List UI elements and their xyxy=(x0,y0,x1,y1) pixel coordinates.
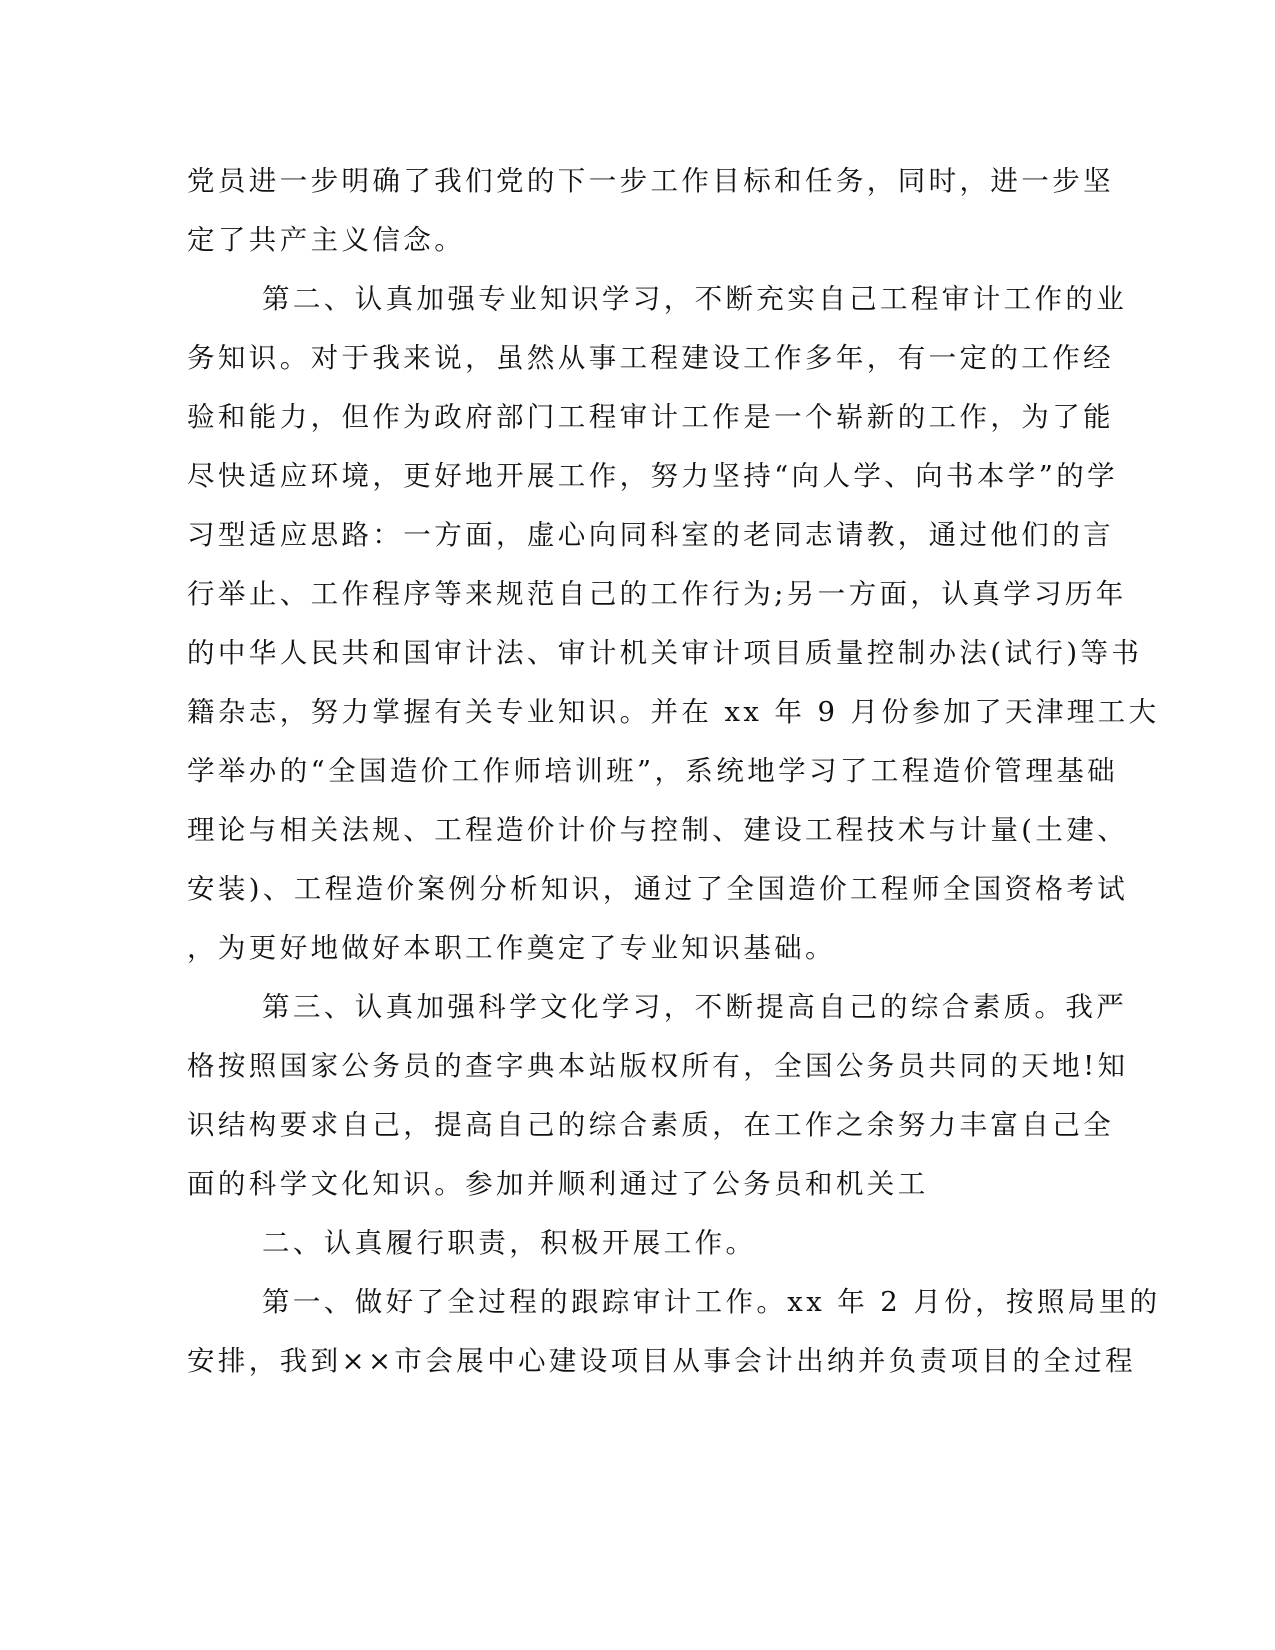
section-heading-line: 二、认真履行职责，积极开展工作。 xyxy=(262,1227,757,1259)
text-line: 尽快适应环境，更好地开展工作，努力坚持“向人学、向书本学”的学 xyxy=(187,460,1119,492)
text-line: 的中华人民共和国审计法、审计机关审计项目质量控制办法(试行)等书 xyxy=(187,637,1143,669)
text-line: 面的科学文化知识。参加并顺利通过了公务员和机关工 xyxy=(187,1168,929,1200)
text-line: 籍杂志，努力掌握有关专业知识。并在 xx 年 9 月份参加了天津理工大 xyxy=(187,696,1160,728)
text-line: 理论与相关法规、工程造价计价与控制、建设工程技术与计量(土建、 xyxy=(187,814,1129,846)
text-line: 安装)、工程造价案例分析知识，通过了全国造价工程师全国资格考试 xyxy=(187,873,1129,905)
paragraph-start-line: 第二、认真加强专业知识学习，不断充实自己工程审计工作的业 xyxy=(262,283,1128,315)
text-line: 行举止、工作程序等来规范自己的工作行为;另一方面，认真学习历年 xyxy=(187,578,1127,610)
text-line: 习型适应思路：一方面，虚心向同科室的老同志请教，通过他们的言 xyxy=(187,519,1114,551)
text-line: 务知识。对于我来说，虽然从事工程建设工作多年，有一定的工作经 xyxy=(187,342,1114,374)
text-line: 党员进一步明确了我们党的下一步工作目标和任务，同时，进一步坚 xyxy=(187,165,1114,197)
paragraph-start-line: 第三、认真加强科学文化学习，不断提高自己的综合素质。我严 xyxy=(262,991,1128,1023)
paragraph-start-line: 第一、做好了全过程的跟踪审计工作。xx 年 2 月份，按照局里的 xyxy=(262,1286,1161,1318)
text-line: 识结构要求自己，提高自己的综合素质，在工作之余努力丰富自己全 xyxy=(187,1109,1114,1141)
text-line: 格按照国家公务员的查字典本站版权所有，全国公务员共同的天地!知 xyxy=(187,1050,1129,1082)
text-line: 验和能力，但作为政府部门工程审计工作是一个崭新的工作，为了能 xyxy=(187,401,1114,433)
text-line: 安排，我到××市会展中心建设项目从事会计出纳并负责项目的全过程 xyxy=(187,1345,1136,1377)
text-line: 学举办的“全国造价工作师培训班”，系统地学习了工程造价管理基础 xyxy=(187,755,1119,787)
text-line: 定了共产主义信念。 xyxy=(187,224,466,256)
text-line: ，为更好地做好本职工作奠定了专业知识基础。 xyxy=(187,932,836,964)
